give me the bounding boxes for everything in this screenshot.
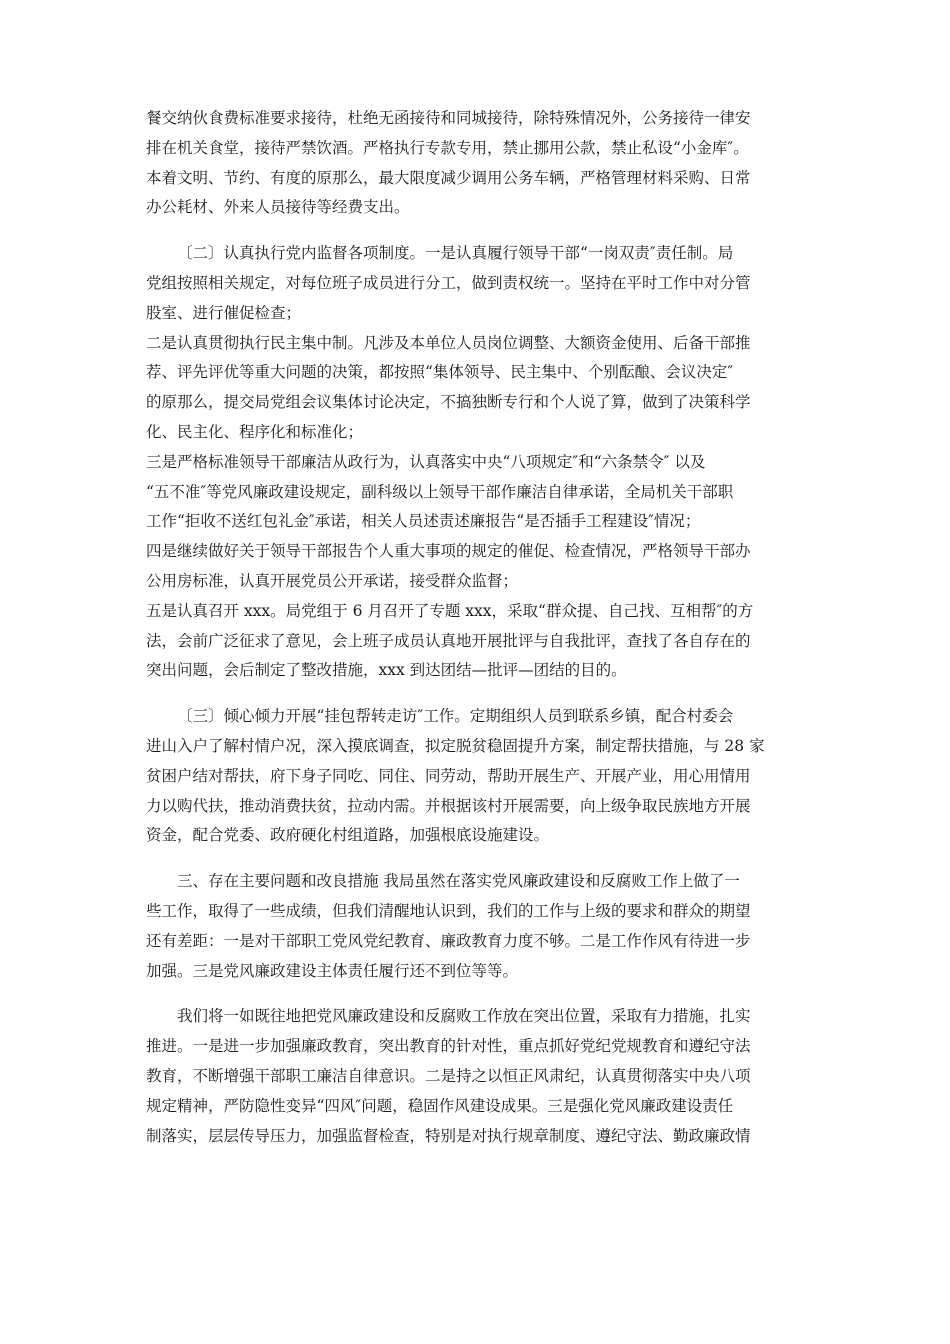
paragraph-gap xyxy=(146,223,806,239)
text-line: 我们将一如既往地把党风廉政建设和反腐败工作放在突出位置，采取有力措施，扎实 xyxy=(177,1007,751,1026)
text-line: 党组按照相关规定，对每位班子成员进行分工，做到责权统一。坚持在平时工作中对分管 xyxy=(146,273,751,292)
text-line: 四是继续做好关于领导干部报告个人重大事项的规定的催促、检查情况，严格领导干部办 xyxy=(146,542,751,561)
paragraph-problems xyxy=(146,867,806,986)
text-line: 资金，配合党委、政府硬化村组道路，加强根底设施建设。 xyxy=(146,826,550,845)
text-line: 二是认真贯彻执行民主集中制。凡涉及本单位人员岗位调整、大额资金使用、后备干部推 xyxy=(146,333,751,352)
text-line: 加强。三是党风廉政建设主体责任履行还不到位等等。 xyxy=(146,961,519,980)
text-line: 餐交纳伙食费标准要求接待，杜绝无函接待和同城接待，除特殊情况外，公务接待一律安 xyxy=(146,109,751,127)
document-page xyxy=(146,104,806,1151)
text-line: 三是严格标准领导干部廉洁从政行为，认真落实中央“八项规定″和“六条禁令″ 以及 xyxy=(146,452,706,471)
paragraph-poverty-visits xyxy=(146,702,806,851)
text-line: 〔二〕认真执行党内监督各项制度。一是认真履行领导干部“一岗双责″责任制。局 xyxy=(177,244,734,263)
text-line: 工作“拒收不送红包礼金″承诺，相关人员述责述廉报告“是否插手工程建设″情况； xyxy=(146,512,701,531)
text-line: 排在机关食堂，接待严禁饮酒。严格执行专款专用，禁止挪用公款，禁止私设“小金库″。 xyxy=(146,138,749,157)
text-line: 教育，不断增强干部职工廉洁自律意识。二是持之以恒正风肃纪，认真贯彻落实中央八项 xyxy=(146,1066,751,1085)
text-line: 股室、进行催促检查； xyxy=(146,303,302,322)
text-line: 〔三〕倾心倾力开展“挂包帮转走访″工作。定期组织人员到联系乡镇，配合村委会 xyxy=(177,707,734,726)
paragraph-gap xyxy=(146,986,806,1002)
text-line: 三、存在主要问题和改良措施 我局虽然在落实党风廉政建设和反腐败工作上做了一 xyxy=(177,872,740,891)
text-line: 法，会前广泛征求了意见，会上班子成员认真地开展批评与自我批评，查找了各自存在的 xyxy=(146,631,751,650)
paragraph-gap xyxy=(146,686,806,702)
paragraph-gap xyxy=(146,851,806,867)
text-line: 推进。一是进一步加强廉政教育，突出教育的针对性，重点抓好党纪党规教育和遵纪守法 xyxy=(146,1037,751,1056)
paragraph-official-reception xyxy=(146,104,806,223)
text-line: 力以购代扶，推动消费扶贫，拉动内需。并根据该村开展需要，向上级争取民族地方开展 xyxy=(146,796,751,815)
text-line: 荐、评先评优等重大问题的决策，都按照“集体领导、民主集中、个别酝酿、会议决定″ xyxy=(146,363,734,382)
paragraph-intra-party-supervision xyxy=(146,239,806,686)
text-line: 公用房标准，认真开展党员公开承诺，接受群众监督； xyxy=(146,571,519,590)
text-line: 突出问题，会后制定了整改措施，xxx 到达团结—批评—团结的目的。 xyxy=(146,661,627,680)
text-line: 办公耗材、外来人员接待等经费支出。 xyxy=(146,198,410,217)
text-line: 本着文明、节约、有度的原那么，最大限度减少调用公务车辆，严格管理材料采购、日常 xyxy=(146,168,751,187)
text-line: 进山入户了解村情户况，深入摸底调查，拟定脱贫稳固提升方案，制定帮扶措施，与 28 家 xyxy=(146,736,765,755)
text-line: 贫困户结对帮扶，府下身子同吃、同住、同劳动，帮助开展生产、开展产业，用心用情用 xyxy=(146,766,751,785)
text-line: 还有差距：一是对干部职工党风党纪教育、廉政教育力度不够。二是工作作风有待进一步 xyxy=(146,931,751,950)
text-line: 的原那么，提交局党组会议集体讨论决定，不搞独断专行和个人说了算，做到了决策科学 xyxy=(146,393,751,412)
text-line: 化、民主化、程序化和标准化； xyxy=(146,422,364,441)
text-line: 些工作，取得了一些成绩，但我们清醒地认识到，我们的工作与上级的要求和群众的期望 xyxy=(146,901,751,920)
paragraph-measures xyxy=(146,1002,806,1151)
text-line: 规定精神，严防隐性变异“四风″问题，稳固作风建设成果。三是强化党风廉政建设责任 xyxy=(146,1096,734,1115)
text-line: 五是认真召开 xxx。局党组于 6 月召开了专题 xxx，采取“群众提、自己找、互相帮″的方 xyxy=(146,601,754,620)
text-line: “五不准″等党风廉政建设规定，副科级以上领导干部作廉洁自律承诺，全局机关干部职 xyxy=(146,482,734,501)
text-line: 制落实，层层传导压力，加强监督检查，特别是对执行规章制度、遵纪守法、勤政廉政情 xyxy=(146,1126,751,1145)
